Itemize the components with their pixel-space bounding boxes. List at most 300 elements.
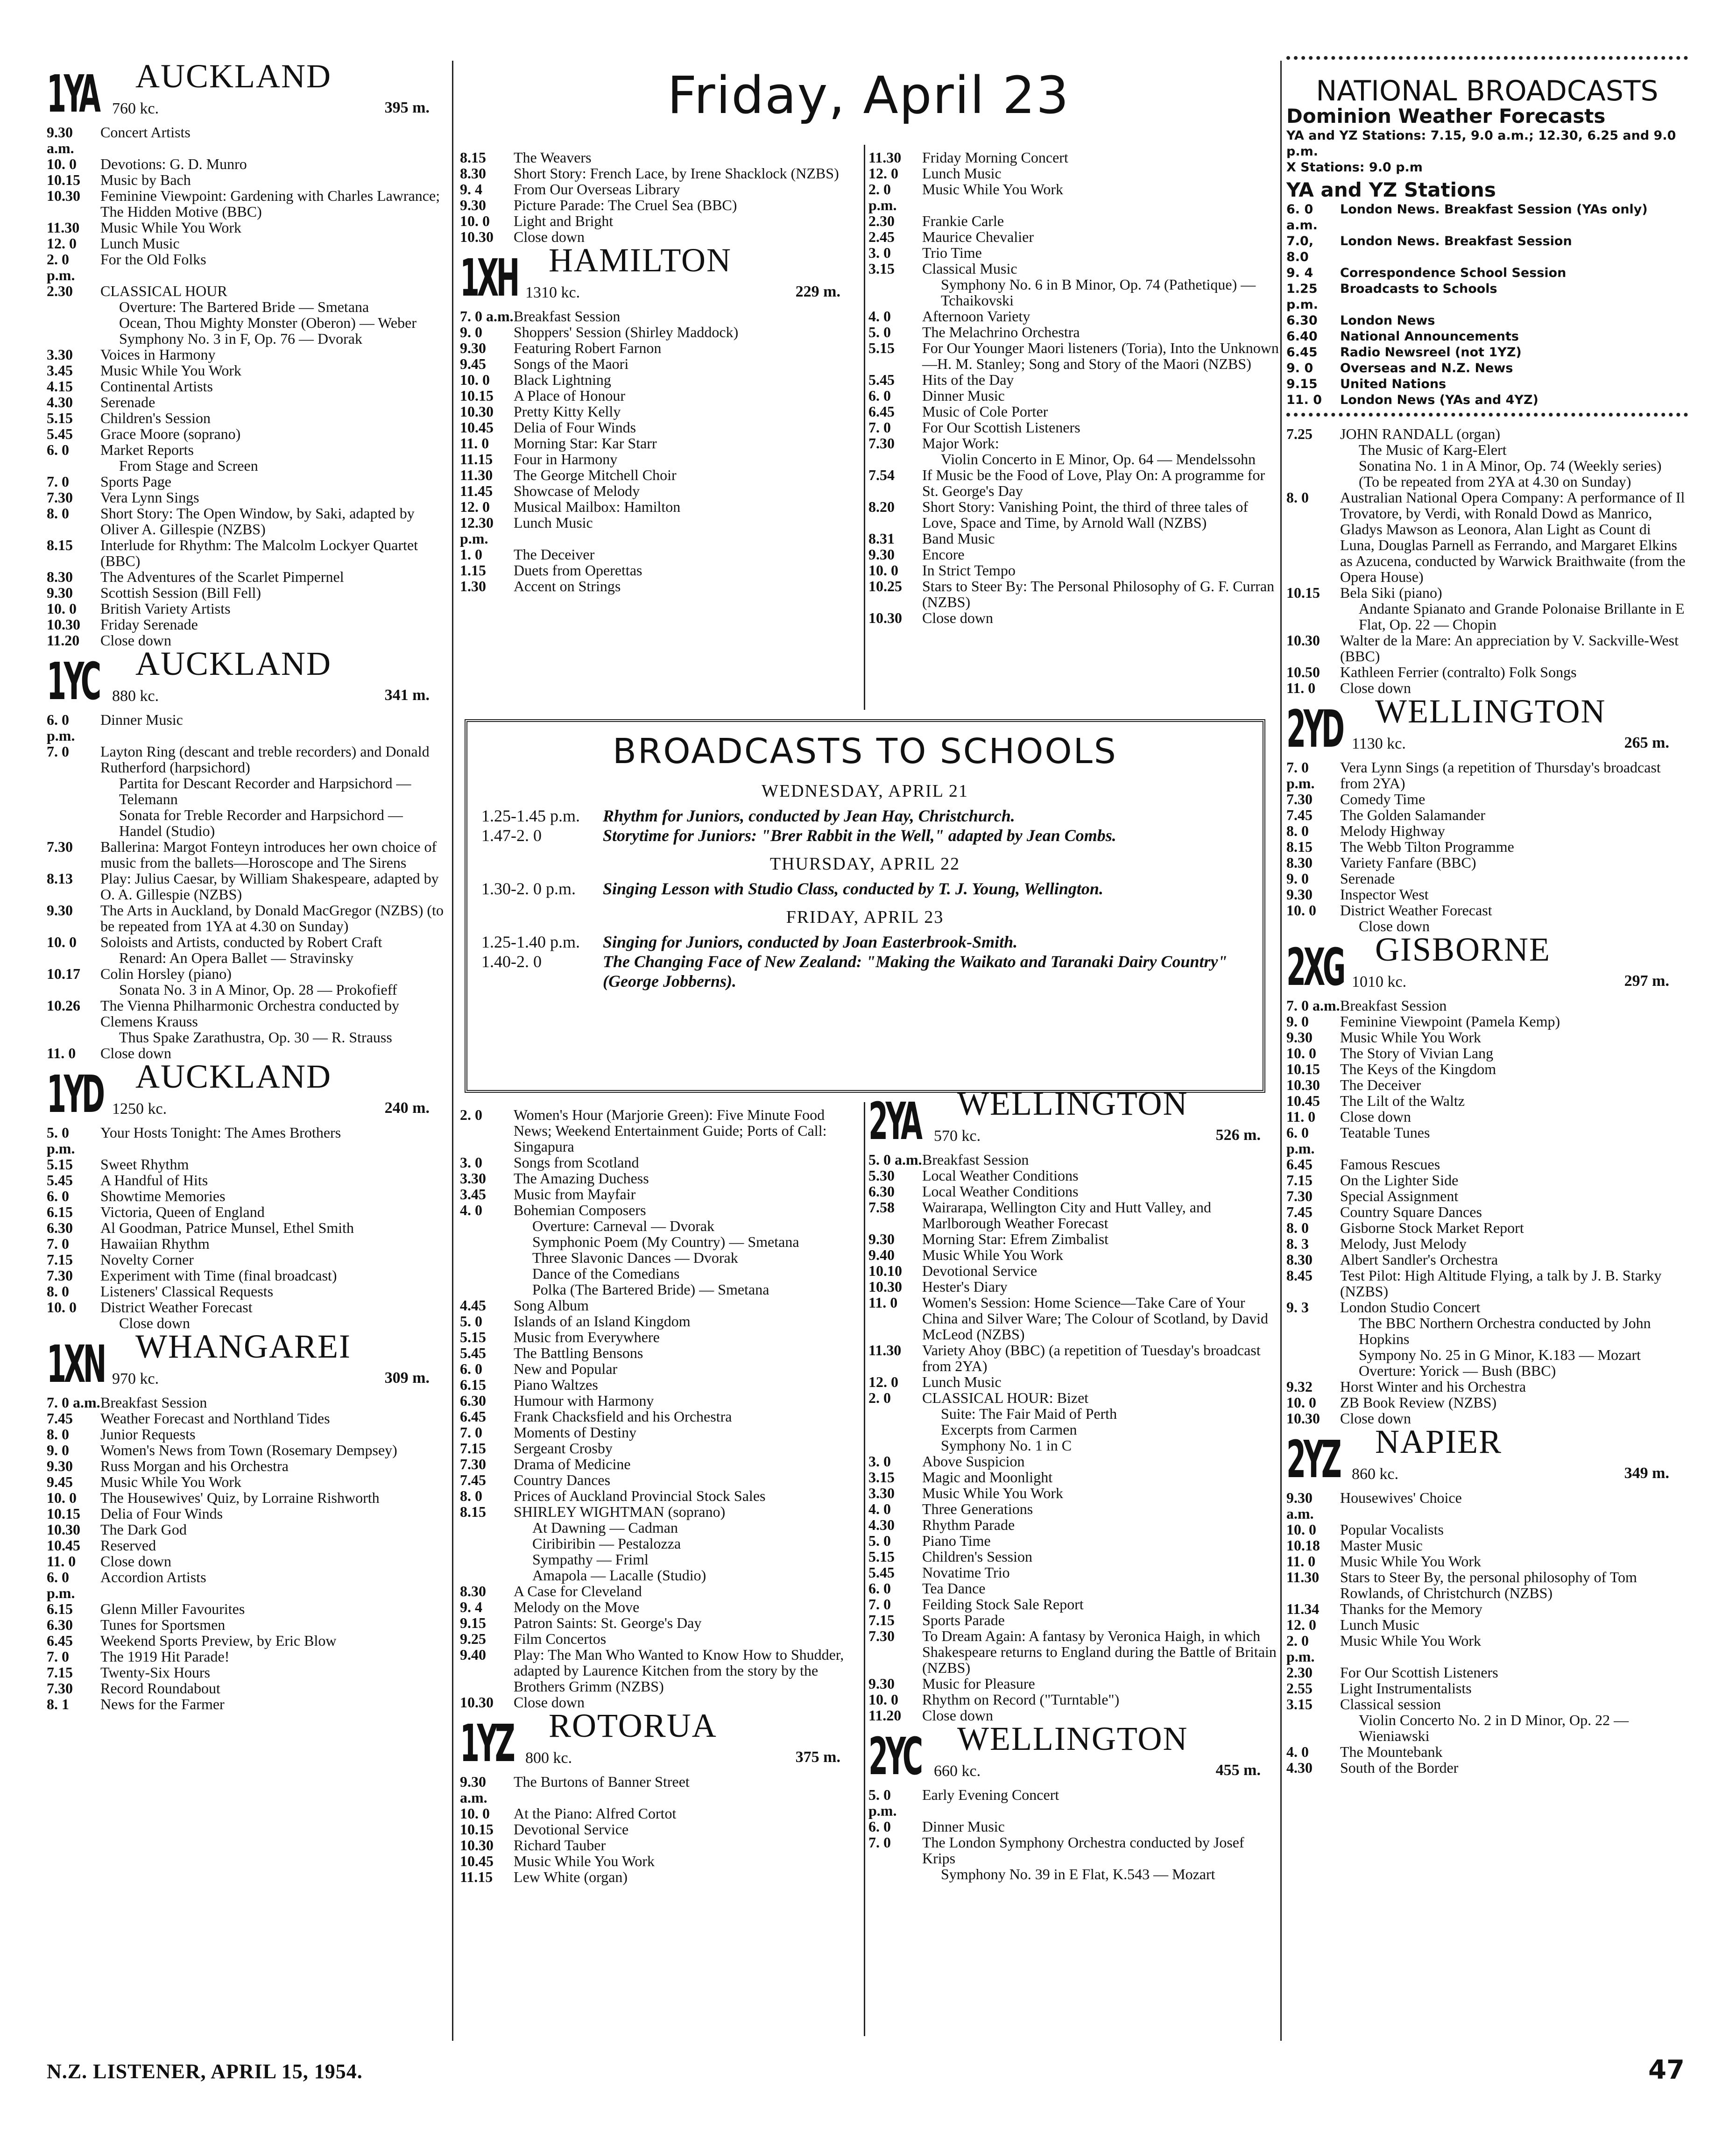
- program-desc: Reserved: [100, 1537, 156, 1554]
- program-desc: Lunch Music: [922, 1373, 1002, 1390]
- program-time: 4.15: [47, 378, 73, 395]
- program-row: [481, 952, 1249, 991]
- program-desc: Delia of Four Winds: [100, 1505, 223, 1522]
- program-row: [460, 1599, 859, 1615]
- program-time: 6. 0: [868, 1818, 891, 1835]
- program-desc: A Case for Cleveland: [514, 1583, 642, 1599]
- program-time: 7.30: [47, 1267, 73, 1284]
- program-desc: Children's Session: [100, 410, 211, 426]
- program-row: [460, 1329, 859, 1345]
- program-desc: The George Mitchell Choir: [514, 467, 677, 483]
- program-time: 10.15: [460, 1821, 494, 1838]
- program-time: 4.45: [460, 1297, 486, 1314]
- program-desc: Breakfast Session: [1340, 997, 1447, 1014]
- program-row: [1286, 855, 1688, 870]
- program-desc: The Arts in Auckland, by Donald MacGregor (NZBS) (to be repeated from 1YA at 4.30 on Sunday): [100, 902, 444, 934]
- program-row: [1286, 1125, 1688, 1156]
- program-desc: Women's News from Town (Rosemary Dempsey): [100, 1442, 397, 1458]
- program-time: 4. 0: [460, 1202, 482, 1218]
- station-city: HAMILTON: [549, 241, 732, 279]
- station-city: WHANGAREI: [135, 1328, 351, 1365]
- program-row: [47, 251, 448, 283]
- program-desc: Maurice Chevalier: [922, 228, 1034, 245]
- program-row: [47, 1125, 448, 1156]
- program-desc: New and Popular: [514, 1360, 618, 1377]
- program-desc: Close down: [514, 228, 585, 245]
- program-desc: Feminine Viewpoint (Pamela Kemp): [1340, 1013, 1560, 1030]
- program-desc: Listeners' Classical Requests: [100, 1283, 274, 1300]
- program-time: 3.30: [868, 1485, 895, 1501]
- program-time: 6. 0: [47, 1188, 69, 1204]
- program-row: [1286, 1633, 1688, 1664]
- program-desc: Symphony No. 3 in F, Op. 76 — Dvorak: [119, 330, 362, 347]
- program-time: 7. 0 p.m.: [1286, 759, 1315, 792]
- program-row: [1286, 1204, 1688, 1220]
- station-callsign: 1YZ: [460, 1713, 513, 1773]
- program-desc: Islands of an Island Kingdom: [514, 1313, 691, 1330]
- program-time: 10.45: [460, 419, 494, 436]
- program-desc: Symphony No. 39 in E Flat, K.543 — Mozart: [941, 1866, 1215, 1882]
- program-desc: Test Pilot: High Altitude Flying, a talk by J. B. Starky (NZBS): [1340, 1267, 1662, 1300]
- program-desc: Prices of Auckland Provincial Stock Sales: [514, 1487, 766, 1504]
- program-row: [47, 1188, 448, 1204]
- program-time: 6.15: [47, 1203, 73, 1220]
- program-desc: Sympathy — Friml: [532, 1551, 649, 1568]
- program-time: 10. 0: [1286, 1521, 1316, 1538]
- program-row: [868, 276, 1279, 308]
- program-row: [868, 245, 1279, 261]
- station-frequency: 860 kc.: [1352, 1465, 1399, 1483]
- program-desc: Violin Concerto in E Minor, Op. 64 — Mendelssohn: [941, 451, 1256, 467]
- program-time: [460, 1218, 514, 1234]
- yayz-row: [1286, 234, 1688, 265]
- station-frequency: 1310 kc.: [525, 284, 580, 301]
- program-time: 1. 0: [460, 546, 482, 563]
- program-desc: Glenn Miller Favourites: [100, 1600, 245, 1617]
- program-time: [47, 950, 100, 966]
- program-desc: Stars to Steer By: The Personal Philosophy of G. F. Curran (NZBS): [922, 578, 1275, 610]
- program-row: [868, 1819, 1279, 1834]
- program-row: [460, 435, 859, 451]
- column-2-bottom: [460, 1107, 859, 1885]
- station-wavelength: 395 m.: [384, 99, 430, 116]
- program-time: [868, 1866, 922, 1882]
- program-row: [47, 347, 448, 362]
- program-desc: Lunch Music: [514, 514, 593, 531]
- column-divider: [1280, 61, 1282, 2041]
- program-desc: The Weavers: [514, 149, 592, 166]
- program-desc: Weather Forecast and Northland Tides: [100, 1410, 330, 1427]
- station-city: NAPIER: [1375, 1423, 1503, 1460]
- program-row: [1286, 1109, 1688, 1125]
- program-row: [868, 388, 1279, 403]
- station-city: WELLINGTON: [957, 1720, 1188, 1757]
- program-row: [868, 1295, 1279, 1342]
- program-desc: Music While You Work: [922, 181, 1064, 198]
- program-row: [47, 1410, 448, 1426]
- program-desc: Devotional Service: [514, 1821, 629, 1838]
- program-time: [868, 1406, 922, 1422]
- column-2-top: [460, 149, 859, 594]
- program-time: 7. 0: [868, 1596, 891, 1613]
- program-desc: Women's Session: Home Science—Take Care of Your China and Silver Ware; The Colour of Scotland, by David McLeod (NZBS): [922, 1294, 1268, 1343]
- program-row: [868, 165, 1279, 181]
- program-desc: Rhythm for Juniors, conducted by Jean Hay, Christchurch.: [603, 807, 1015, 825]
- program-row: [47, 1474, 448, 1490]
- program-time: 4.30: [47, 394, 73, 410]
- national-box: [1286, 56, 1688, 417]
- program-row: [868, 531, 1279, 546]
- program-row: [47, 1458, 448, 1474]
- program-desc: Vera Lynn Sings: [100, 489, 199, 506]
- program-row: [460, 467, 859, 483]
- program-row: [868, 1787, 1279, 1819]
- program-row: [460, 1313, 859, 1329]
- program-time: 5. 0: [868, 324, 891, 340]
- station-callsign: 1YA: [47, 64, 99, 124]
- program-desc: Lunch Music: [922, 165, 1002, 182]
- program-time: 7. 0: [47, 473, 69, 490]
- program-time: 7.30: [460, 1456, 486, 1472]
- program-row: [1286, 1744, 1688, 1760]
- program-time: [47, 775, 100, 807]
- program-row: [460, 1266, 859, 1281]
- program-desc: (To be repeated from 2YA at 4.30 on Sunday): [1359, 473, 1631, 490]
- program-desc: Music While You Work: [514, 1853, 655, 1869]
- program-time: 10. 0: [47, 1489, 77, 1506]
- program-desc: Variety Fanfare (BBC): [1340, 854, 1476, 871]
- program-row: [47, 966, 448, 982]
- program-desc: For Our Younger Maori listeners (Toria), Into the Unknown—H. M. Stanley; Song and Story of the Maori (NZBS): [922, 340, 1279, 372]
- program-row: [47, 950, 448, 966]
- program-row: [47, 743, 448, 775]
- program-desc: CLASSICAL HOUR: Bizet: [922, 1389, 1089, 1406]
- program-desc: Housewives' Choice: [1340, 1489, 1462, 1506]
- program-time: 9.30: [1286, 886, 1313, 903]
- program-row: [460, 1805, 859, 1821]
- program-row: [868, 1231, 1279, 1247]
- program-desc: The BBC Northern Orchestra conducted by John Hopkins: [1359, 1315, 1651, 1347]
- schools-days: [481, 781, 1249, 991]
- program-time: 10.30: [1286, 1076, 1320, 1093]
- program-desc: JOHN RANDALL (organ): [1340, 425, 1501, 442]
- program-time: 7.15: [1286, 1172, 1313, 1189]
- program-row: [1286, 426, 1688, 442]
- program-desc: Close down: [119, 1315, 190, 1331]
- program-time: 4.30: [1286, 1759, 1313, 1776]
- program-desc: The Story of Vivian Lang: [1340, 1045, 1494, 1061]
- program-row: [868, 324, 1279, 340]
- program-row: [1286, 1712, 1688, 1744]
- program-row: [868, 149, 1279, 165]
- program-desc: Featuring Robert Farnon: [514, 340, 662, 356]
- program-desc: Accent on Strings: [514, 578, 621, 594]
- program-time: 1.30: [460, 578, 486, 594]
- program-time: 9.30: [47, 1458, 73, 1474]
- program-row: [47, 1521, 448, 1537]
- program-time: 9. 4: [460, 1599, 482, 1615]
- program-desc: Soloists and Artists, conducted by Robert Craft: [100, 934, 382, 950]
- column-divider: [864, 1102, 865, 2036]
- program-row: [47, 172, 448, 188]
- program-time: 4.30: [868, 1516, 895, 1533]
- program-time: 10.30: [47, 1521, 80, 1538]
- program-row: [460, 1631, 859, 1647]
- program-time: 5.45: [47, 1172, 73, 1189]
- program-desc: For Our Scottish Listeners: [922, 419, 1080, 436]
- program-desc: Feilding Stock Sale Report: [922, 1596, 1084, 1613]
- page-title: Friday, April 23: [667, 65, 1070, 125]
- program-row: [1286, 823, 1688, 839]
- program-row: [1286, 1061, 1688, 1077]
- program-row: [47, 998, 448, 1029]
- program-row: [868, 1279, 1279, 1295]
- program-desc: Richard Tauber: [514, 1837, 606, 1854]
- yayz-desc: Radio Newsreel (not 1YZ): [1340, 345, 1522, 360]
- program-desc: Serenade: [100, 394, 155, 410]
- station-wavelength: 229 m.: [795, 283, 840, 300]
- program-desc: In Strict Tempo: [922, 562, 1016, 579]
- program-row: [460, 1408, 859, 1424]
- program-row: [460, 1154, 859, 1170]
- program-desc: Songs from Scotland: [514, 1154, 639, 1171]
- program-time: 10. 0: [460, 371, 490, 388]
- station-wavelength: 240 m.: [384, 1099, 430, 1117]
- program-time: 8.30: [1286, 1251, 1313, 1268]
- program-row: [460, 1345, 859, 1361]
- yayz-time: 9.15: [1286, 377, 1318, 391]
- program-time: 10.18: [1286, 1537, 1320, 1554]
- program-desc: A Handful of Hits: [100, 1172, 208, 1189]
- program-desc: The Dark God: [100, 1521, 187, 1538]
- yayz-time: 9. 4: [1286, 266, 1313, 280]
- program-desc: Music While You Work: [100, 1473, 242, 1490]
- program-row: [460, 546, 859, 562]
- program-row: [481, 879, 1249, 899]
- station-frequency: 760 kc.: [112, 100, 159, 117]
- program-desc: Music While You Work: [1340, 1029, 1482, 1046]
- program-time: [460, 1567, 514, 1583]
- program-row: [460, 1774, 859, 1805]
- program-desc: Rhythm Parade: [922, 1516, 1015, 1533]
- program-desc: For the Old Folks: [100, 251, 206, 268]
- program-row: [1286, 1569, 1688, 1601]
- program-row: [1286, 839, 1688, 855]
- program-row: [47, 362, 448, 378]
- program-time: 9. 4: [460, 181, 482, 198]
- program-desc: Lunch Music: [1340, 1616, 1419, 1633]
- program-row: [47, 426, 448, 442]
- station-wavelength: 341 m.: [384, 686, 430, 704]
- program-desc: Showtime Memories: [100, 1188, 226, 1204]
- program-row: [1286, 1490, 1688, 1521]
- program-desc: Black Lightning: [514, 371, 611, 388]
- program-desc: The Mountebank: [1340, 1743, 1443, 1760]
- program-time: 5.15: [868, 1548, 895, 1565]
- program-time: 9.30: [460, 340, 486, 356]
- program-time: 8.15: [1286, 838, 1313, 855]
- program-row: [1286, 870, 1688, 886]
- program-time: 7. 0: [47, 1648, 69, 1665]
- station-city: WELLINGTON: [957, 1085, 1188, 1122]
- program-row: [47, 394, 448, 410]
- program-row: [868, 546, 1279, 562]
- program-desc: Patron Saints: St. George's Day: [514, 1614, 702, 1631]
- program-row: [47, 124, 448, 156]
- program-desc: Above Suspicion: [922, 1453, 1025, 1470]
- program-time: [1286, 458, 1340, 474]
- program-row: [868, 1628, 1279, 1676]
- program-time: [1286, 601, 1340, 632]
- program-row: [47, 616, 448, 632]
- program-time: 5.15: [460, 1329, 486, 1345]
- program-desc: Ballerina: Margot Fonteyn introduces her own choice of music from the ballets—Horoscope and The Sirens: [100, 838, 437, 871]
- program-desc: The London Symphony Orchestra conducted by Josef Krips: [922, 1834, 1244, 1867]
- program-time: 7.15: [868, 1612, 895, 1628]
- program-row: [460, 1520, 859, 1535]
- program-time: 5.45: [868, 371, 895, 388]
- program-desc: Close down: [1340, 1410, 1411, 1427]
- program-time: 8.15: [460, 149, 486, 166]
- national-items: [1286, 426, 1688, 696]
- program-desc: Dinner Music: [100, 711, 183, 728]
- program-time: 8. 3: [1286, 1235, 1309, 1252]
- program-time: 11. 0: [47, 1045, 76, 1061]
- program-desc: Symphony No. 6 in B Minor, Op. 74 (Pathetique) — Tchaikovski: [941, 276, 1256, 309]
- program-time: 1.40-2. 0: [481, 952, 542, 971]
- program-row: [868, 1199, 1279, 1231]
- program-desc: Picture Parade: The Cruel Sea (BBC): [514, 197, 737, 213]
- program-time: 5.15: [47, 410, 73, 426]
- program-time: 5.45: [868, 1564, 895, 1581]
- program-time: 1.25-1.45 p.m.: [481, 807, 580, 825]
- program-row: [460, 197, 859, 213]
- program-time: 11. 0: [868, 1294, 898, 1311]
- station-frequency: 800 kc.: [525, 1749, 572, 1767]
- program-desc: District Weather Forecast: [1340, 902, 1492, 919]
- program-desc: Partita for Descant Recorder and Harpsichord — Telemann: [119, 775, 411, 807]
- program-desc: Devotions: G. D. Munro: [100, 156, 247, 172]
- program-time: 3. 0: [460, 1154, 482, 1171]
- program-desc: Music for Pleasure: [922, 1675, 1035, 1692]
- program-desc: Breakfast Session: [100, 1394, 207, 1411]
- program-time: 9.40: [868, 1246, 895, 1263]
- program-time: [460, 1551, 514, 1567]
- program-time: 7.45: [47, 1410, 73, 1427]
- program-desc: Sonata for Treble Recorder and Harpsichord — Handel (Studio): [119, 807, 403, 839]
- program-row: [1286, 1077, 1688, 1093]
- program-desc: Light and Bright: [514, 212, 614, 229]
- program-time: [460, 1266, 514, 1281]
- program-time: [47, 1315, 100, 1331]
- program-time: 9.32: [1286, 1378, 1313, 1395]
- program-row: [1286, 807, 1688, 823]
- program-desc: Overture: The Bartered Bride — Smetana: [119, 298, 369, 315]
- program-time: 7.45: [1286, 1203, 1313, 1220]
- yayz-time: 6.40: [1286, 329, 1318, 344]
- program-desc: District Weather Forecast: [100, 1299, 253, 1316]
- program-time: 11.45: [460, 482, 493, 499]
- program-desc: Australian National Opera Company: A performance of Il Trovatore, by Verdi, with Ronald Dowd as Manrico, Gladys Mawson as Leonora, Alan Light as Count di Luna, Douglas Parnell as Ferrando, and Margaret Elkins as Azucena, conducted by Warwick Braithwaite (from the Opera House): [1340, 489, 1686, 585]
- program-row: [868, 1183, 1279, 1199]
- program-time: 6.45: [868, 403, 895, 420]
- program-time: 9.40: [460, 1646, 486, 1663]
- station-callsign: 1YC: [47, 651, 99, 711]
- program-row: [47, 156, 448, 172]
- program-time: 8. 1: [47, 1696, 69, 1712]
- program-desc: Your Hosts Tonight: The Ames Brothers: [100, 1124, 341, 1141]
- program-time: [460, 1520, 514, 1535]
- station-header: [47, 1328, 448, 1394]
- program-row: [868, 1596, 1279, 1612]
- program-row: [1286, 601, 1688, 632]
- program-desc: Piano Time: [922, 1532, 991, 1549]
- program-desc: Close down: [100, 1045, 171, 1061]
- program-time: 5. 0 p.m.: [868, 1786, 897, 1819]
- program-time: 9. 0: [47, 1442, 69, 1458]
- program-time: 2. 0 p.m.: [47, 251, 75, 283]
- yayz-time: 7.0, 8.0: [1286, 234, 1314, 264]
- program-time: 10.15: [1286, 1061, 1320, 1077]
- program-desc: News for the Farmer: [100, 1696, 225, 1712]
- program-row: [47, 1252, 448, 1267]
- program-time: 10.17: [47, 965, 80, 982]
- station-city: AUCKLAND: [135, 57, 332, 95]
- program-row: [868, 1374, 1279, 1390]
- yayz-row: [1286, 313, 1688, 329]
- program-row: [460, 1647, 859, 1694]
- program-time: 3.30: [460, 1170, 486, 1187]
- station-header: [460, 1707, 859, 1773]
- program-time: 5. 0: [868, 1532, 891, 1549]
- program-time: 6.45: [47, 1632, 73, 1649]
- program-time: 10. 0: [460, 212, 490, 229]
- program-desc: Ciribiribin — Pestalozza: [532, 1535, 681, 1552]
- program-row: [460, 1456, 859, 1472]
- program-row: [868, 1168, 1279, 1183]
- yayz-row: [1286, 376, 1688, 392]
- yayz-row: [1286, 345, 1688, 361]
- program-row: [460, 324, 859, 340]
- program-time: 3.30: [47, 346, 73, 363]
- program-row: [1286, 902, 1688, 918]
- program-time: 11. 0: [1286, 1108, 1316, 1125]
- program-desc: Tea Dance: [922, 1580, 986, 1597]
- program-desc: Experiment with Time (final broadcast): [100, 1267, 337, 1284]
- yayz-row: [1286, 361, 1688, 376]
- station-city: GISBORNE: [1375, 931, 1551, 968]
- program-row: [460, 1615, 859, 1631]
- program-time: 12. 0: [47, 235, 77, 252]
- station-header: [1286, 1423, 1688, 1489]
- program-time: 9.15: [460, 1614, 486, 1631]
- station-frequency: 1130 kc.: [1352, 735, 1406, 752]
- program-row: [47, 870, 448, 902]
- program-time: 11. 0: [47, 1553, 76, 1570]
- program-time: 8.13: [47, 870, 73, 887]
- program-row: [868, 435, 1279, 451]
- program-row: [460, 1440, 859, 1456]
- program-desc: The Webb Tilton Programme: [1340, 838, 1514, 855]
- program-row: [47, 1569, 448, 1601]
- program-row: [47, 1506, 448, 1521]
- program-desc: Close down: [514, 1694, 585, 1711]
- program-row: [47, 299, 448, 315]
- program-desc: Melody on the Move: [514, 1599, 640, 1615]
- program-row: [460, 1424, 859, 1440]
- program-row: [1286, 1220, 1688, 1236]
- program-desc: Overture: Carneval — Dvorak: [532, 1217, 715, 1234]
